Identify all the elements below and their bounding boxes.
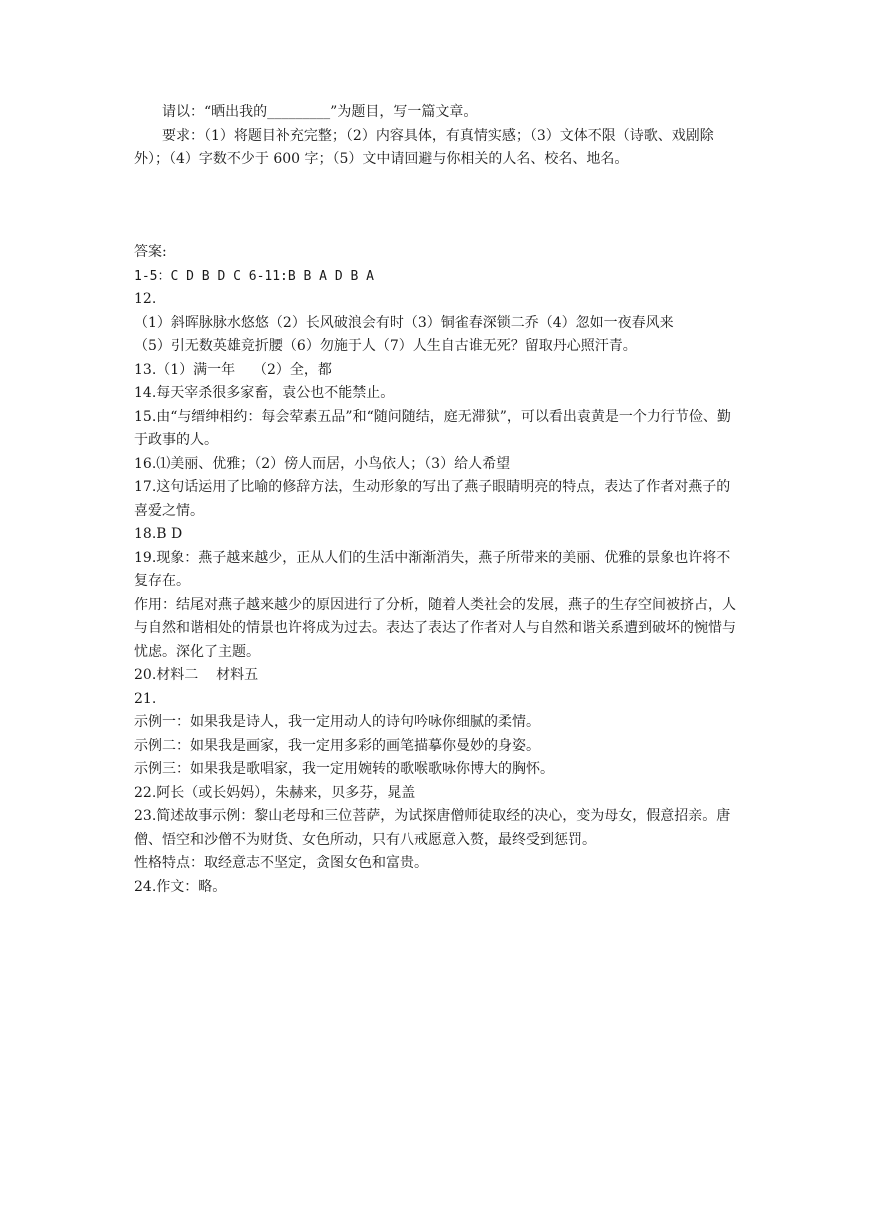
answer-q21-example1: 示例一：如果我是诗人，我一定用动人的诗句吟咏你细腻的柔情。: [134, 714, 540, 730]
essay-topic: 请以：“晒出我的_________”为题目，写一篇文章。: [162, 104, 478, 120]
answer-q23-traits: 性格特点：取经意志不坚定，贪图女色和富贵。: [134, 855, 428, 871]
answer-q15: 15.由“与缙绅相约：每会荤素五品”和“随问随结，庭无滞狱”，可以看出袁黄是一个力行节俭、勤于政事的人。: [134, 408, 731, 448]
answer-key: [134, 241, 740, 899]
answer-q13: 13.（1）满一年 （2）全，都: [134, 361, 332, 378]
answer-q21-example2: 示例二：如果我是画家，我一定用多彩的画笔描摹你曼妙的身姿。: [134, 737, 540, 754]
answer-q18: 18.B D: [134, 526, 183, 542]
answer-q22: 22.阿长（或长妈妈），朱赫来，贝多芬，晁盖: [134, 784, 416, 801]
answer-q20: 20.材料二 材料五: [134, 667, 259, 683]
answer-q16: 16.⑴美丽、优雅；（2）傍人而居，小鸟依人；（3）给人希望: [134, 455, 511, 472]
answer-q24: 24.作文：略。: [134, 878, 227, 895]
answer-q21-example3: 示例三：如果我是歌唱家，我一定用婉转的歌喉歌咏你博大的胸怀。: [134, 761, 554, 777]
answer-q21-label: 21.: [134, 690, 157, 707]
answer-q17: 17.这句话运用了比喻的修辞方法，生动形象的写出了燕子眼睛明亮的特点，表达了作者对燕子的喜爱之情。: [134, 479, 731, 519]
answer-q14: 14.每天宰杀很多家畜，袁公也不能禁止。: [134, 385, 395, 401]
answer-q23-story: 23.简述故事示例：黎山老母和三位菩萨，为试探唐僧师徒取经的决心，变为母女，假意招亲。唐僧、悟空和沙僧不为财货、女色所动，只有八戒愿意入赘，最终受到惩罚。: [134, 808, 731, 848]
essay-prompt: [134, 101, 740, 172]
answers-heading: 答案:: [134, 244, 167, 260]
answer-q19-phenomenon: 19.现象：燕子越来越少，正从人们的生活中渐渐消失，燕子所带来的美丽、优雅的景象也许将不复存在。: [134, 549, 731, 589]
answer-q19-function: 作用：结尾对燕子越来越少的原因进行了分析，随着人类社会的发展，燕子的生存空间被挤占，人与自然和谐相处的情景也许将成为过去。表达了表达了作者对人与自然和谐关系遭到破坏的惋惜与忧虑。深化了主题。: [134, 596, 736, 660]
answer-q12-line2: （5）引无数英雄竞折腰（6）勿施于人（7）人生自古谁无死？留取丹心照汗青。: [134, 338, 637, 354]
answer-q12-line1: （1）斜晖脉脉水悠悠（2）长风破浪会有时（3）铜雀春深锁二乔（4）忽如一夜春风来: [134, 314, 674, 331]
essay-requirements: 要求：（1）将题目补充完整；（2）内容具体，有真情实感；（3）文体不限（诗歌、戏剧除外）；（4）字数不少于 600 字；（5）文中请回避与你相关的人名、校名、地名。: [134, 127, 714, 167]
answer-q12-label: 12.: [134, 291, 157, 307]
answer-q1-11: 1-5：C D B D C 6-11:B B A D B A: [134, 268, 374, 284]
